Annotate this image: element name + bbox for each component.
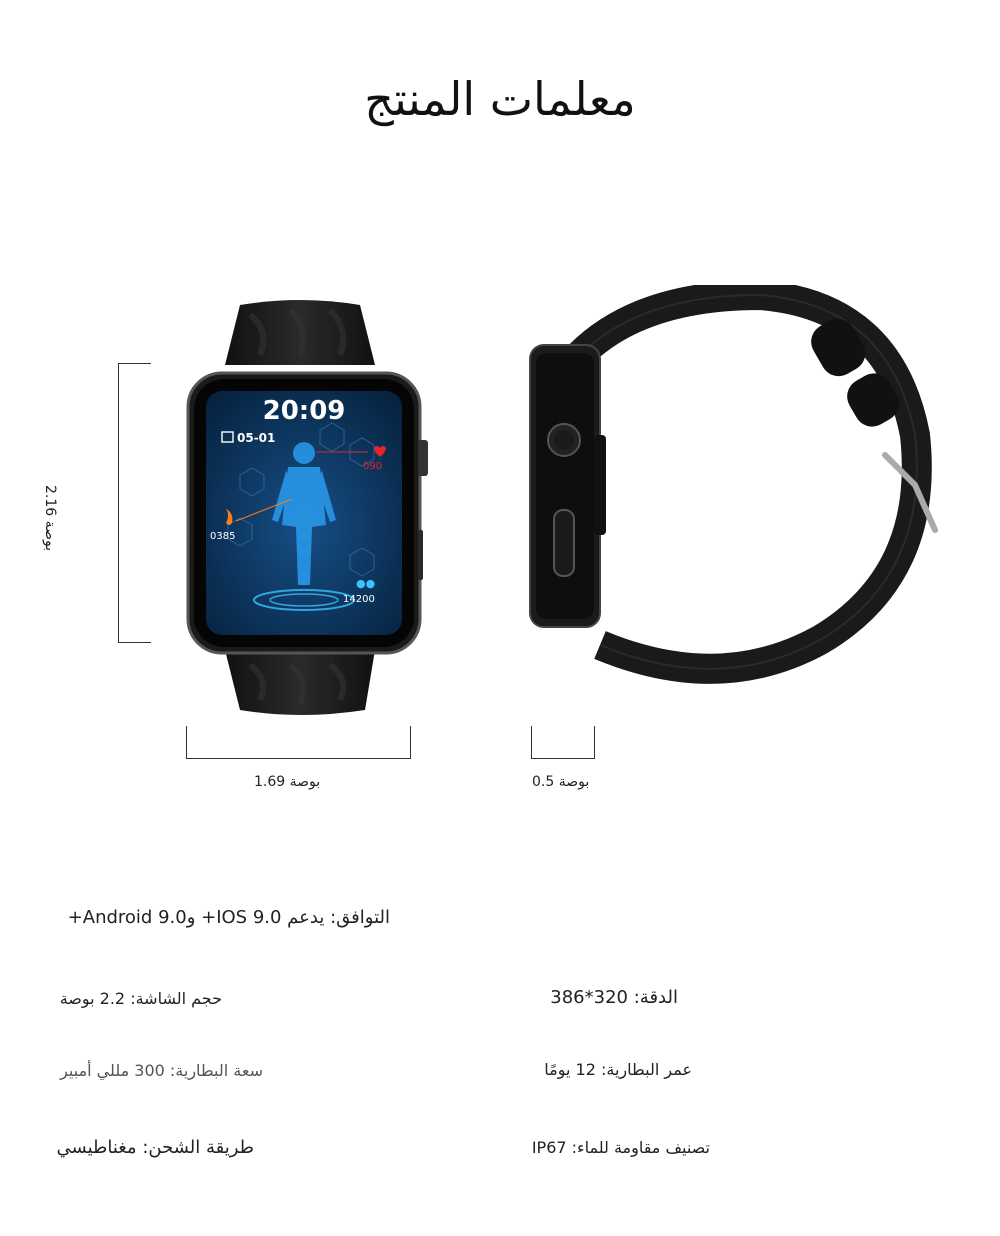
spec-value: 2.2 بوصة — [59, 989, 126, 1008]
thickness-dimension-label: 0.5 بوصة — [532, 774, 590, 790]
spec-water-rating — [532, 1138, 710, 1157]
thickness-dimension-bracket — [531, 726, 595, 759]
watch-side-view — [520, 285, 940, 705]
side-button-icon — [418, 530, 423, 580]
spec-value: IP67 — [531, 1138, 567, 1157]
spec-battery-life — [544, 1060, 692, 1079]
width-dimension-bracket — [186, 726, 411, 759]
spec-label: تصنيف مقاومة للماء: — [571, 1138, 710, 1157]
spec-battery-capacity — [60, 1061, 263, 1080]
spec-value: يدعم IOS 9.0+ وAndroid 9.0+ — [67, 907, 325, 928]
spec-value: 300 مللي أمبير — [60, 1061, 165, 1080]
height-dimension-label: 2.16 بوصة — [42, 485, 58, 552]
spec-value: 12 يومًا — [544, 1060, 596, 1079]
calories-value: 0385 — [210, 531, 236, 542]
width-dimension-label: 1.69 بوصة — [254, 774, 321, 790]
spec-label: عمر البطارية: — [600, 1060, 692, 1079]
spec-value: 320*386 — [550, 987, 628, 1008]
watch-front-view — [180, 295, 440, 720]
spec-charging — [57, 1137, 254, 1158]
heart-rate-value: 090 — [363, 461, 383, 472]
page-title: معلمات المنتج — [364, 72, 636, 126]
side-button-icon — [554, 510, 574, 576]
spec-compatibility — [68, 907, 390, 928]
spec-value: مغناطيسي — [56, 1137, 137, 1158]
steps-value: 14200 — [343, 594, 375, 605]
spec-screen-size — [60, 989, 222, 1008]
spec-label: حجم الشاشة: — [130, 989, 222, 1008]
spec-label: التوافق: — [330, 907, 390, 928]
spec-label: الدقة: — [633, 987, 678, 1008]
footsteps-icon: ●● — [356, 577, 376, 590]
height-dimension-bracket — [118, 363, 151, 643]
watch-date: 05-01 — [237, 431, 276, 445]
spec-label: سعة البطارية: — [169, 1061, 263, 1080]
watch-time: 20:09 — [262, 396, 346, 426]
spec-label: طريقة الشحن: — [142, 1137, 254, 1158]
crown-icon — [418, 440, 428, 476]
spec-resolution — [550, 987, 678, 1008]
